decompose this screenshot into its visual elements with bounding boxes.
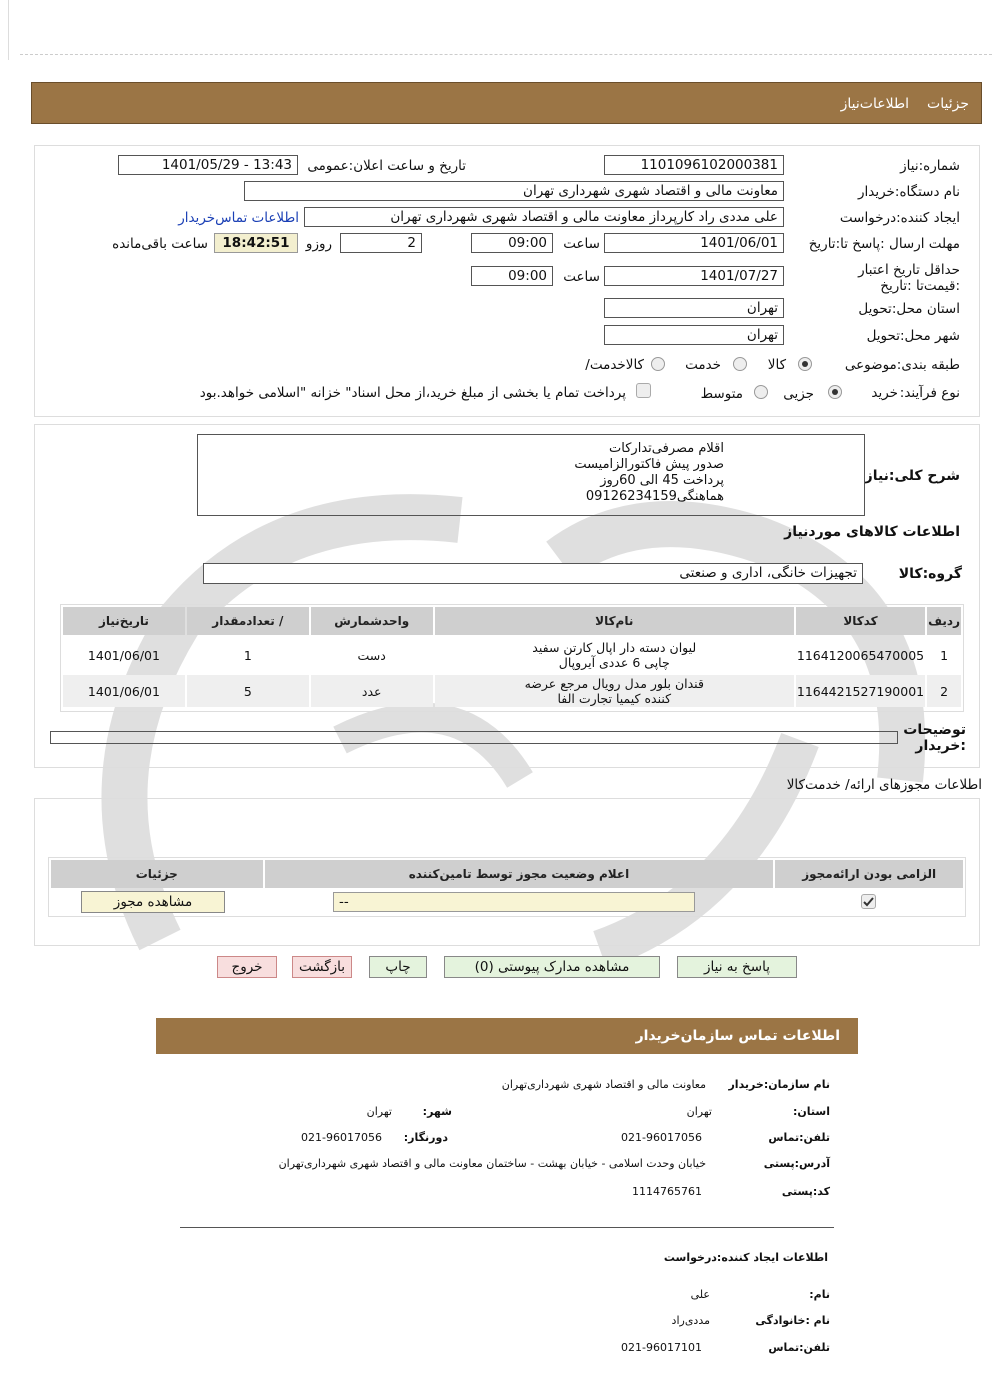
treasury-payment-text: پرداخت تمام یا بخشی از مبلغ خرید،از محل اسناد" خزانه "اسلامی خواهد.بود	[199, 385, 626, 401]
col-name: نام‌کالا	[435, 607, 794, 635]
province-label: استان محل:تحویل	[858, 301, 960, 317]
city-label: شهر محل:تحویل	[866, 328, 960, 344]
contact-fax-value: 021-96017056	[301, 1131, 382, 1144]
contact-province-label: استان:	[793, 1105, 830, 1118]
description-box	[197, 434, 865, 516]
goods-group-label: گروه:کالا	[898, 566, 962, 582]
category-goods-service-radio[interactable]	[651, 357, 665, 371]
category-goods-service-text: کالاخدمت/	[585, 357, 644, 373]
need-number-field: 1101096102000381	[604, 155, 784, 175]
table-row[interactable]	[63, 637, 961, 673]
deadline-label: مهلت ارسال :پاسخ تا:تاریخ	[808, 236, 960, 252]
contact-fax-label: دورنگار:	[403, 1131, 448, 1144]
contact-header-bar	[156, 1018, 858, 1054]
reply-button[interactable]: پاسخ به نیاز	[677, 956, 797, 978]
goods-group-field: تجهیزات خانگی، اداری و صنعتی	[203, 563, 863, 584]
buyer-contact-link[interactable]: اطلاعات تماس‌خریدار	[178, 210, 299, 226]
validity-date-field: 1401/07/27	[604, 266, 784, 286]
contact-org-label: نام سازمان:خریدار	[728, 1078, 830, 1091]
cell-name-line: چاپی 6 عددی آیروپال	[558, 655, 670, 670]
buyer-org-field: معاونت مالی و اقتصاد شهری شهرداری تهران	[244, 181, 784, 201]
announce-field: 1401/05/29 - 13:43	[118, 155, 298, 175]
col-row: ردیف	[927, 607, 961, 635]
deadline-time-field: 09:00	[471, 233, 553, 253]
category-goods-radio[interactable]	[798, 357, 812, 371]
validity-label: حداقل تاریخ اعتبار :قیمت‌تا :تاریخ	[858, 262, 960, 294]
process-medium-text: متوسط	[700, 386, 743, 402]
buyer-notes-label: توضیحات :خریدار	[903, 722, 966, 754]
col-unit: واحدشمارش	[311, 607, 433, 635]
cell-unit: دست	[357, 647, 386, 663]
contact-address-label: آدرس:پستی	[763, 1157, 830, 1170]
cell-name-line: لیوان دسته دار اپال کارتن سفید	[532, 640, 697, 655]
permit-status-field: --	[333, 892, 695, 912]
creator-phone-label: تلفن:تماس	[768, 1341, 830, 1354]
contact-city-label: شهر:	[422, 1105, 452, 1118]
treasury-payment-checkbox[interactable]	[636, 383, 651, 398]
process-medium-radio[interactable]	[754, 385, 768, 399]
creator-label: ایجاد کننده:درخواست	[839, 210, 960, 226]
view-permit-button[interactable]: مشاهده مجوز	[81, 891, 225, 913]
city-field: تهران	[604, 325, 784, 345]
tab-details[interactable]: جزئیات	[927, 96, 969, 112]
announce-label: تاریخ و ساعت اعلان:عمومی	[307, 158, 466, 174]
cell-code: 1164120065470005	[796, 647, 925, 663]
contact-phone-value: 021-96017056	[621, 1131, 702, 1144]
days-field: 2	[340, 233, 422, 253]
process-partial-text: جزیی	[783, 386, 814, 402]
col-permit-details: جزئیات	[51, 860, 263, 888]
contact-org-value: معاونت مالی و اقتصاد شهری شهرداری‌تهران	[501, 1078, 706, 1091]
page-edge-line	[8, 0, 9, 60]
creator-last-name-label: نام :خانوادگی	[755, 1314, 830, 1327]
permits-table-header	[51, 860, 963, 888]
contact-phone-label: تلفن:تماس	[768, 1131, 830, 1144]
cell-name-line: قندان بلور مدل رویال مرجع عرضه	[524, 676, 704, 691]
contact-divider	[180, 1227, 834, 1228]
cell-qty: 5	[243, 683, 252, 699]
description-line: پرداخت 45 الی 60روز	[600, 473, 724, 488]
tab-need-info[interactable]: اطلاعات‌نیاز	[840, 96, 909, 112]
goods-table-frame	[60, 604, 964, 712]
buyer-notes-field	[50, 731, 898, 744]
creator-info-title: اطلاعات ایجاد کننده:درخواست	[663, 1251, 828, 1264]
category-service-radio[interactable]	[733, 357, 747, 371]
creator-first-name-label: نام:	[809, 1288, 830, 1301]
description-line: صدور پیش فاکتورالزامیست	[574, 457, 724, 472]
remaining-time-field: 18:42:51	[214, 233, 298, 253]
validity-time-field: 09:00	[471, 266, 553, 286]
contact-address-value: خیابان وحدت اسلامی - خیابان بهشت - ساختمان معاونت مالی و اقتصاد شهری شهرداری‌تهران	[278, 1157, 706, 1170]
process-buy-text: خرید	[871, 385, 898, 401]
page-header-bar	[31, 82, 982, 124]
cell-name	[435, 675, 794, 707]
creator-last-name-value: مددی‌راد	[671, 1314, 710, 1327]
permit-required-checkbox	[861, 894, 876, 909]
need-number-label: شماره:نیاز	[900, 158, 960, 174]
col-permit-status: اعلام وضعیت مجوز توسط تامین‌کننده	[265, 860, 774, 888]
col-date: تاریخ‌نیاز	[63, 607, 185, 635]
buyer-org-label: نام دستگاه:خریدار	[857, 184, 960, 200]
deadline-time-label: ساعت	[563, 236, 600, 252]
permits-title: اطلاعات مجوزهای ارائه/ خدمت‌کالا	[786, 777, 982, 793]
cell-row: 1	[940, 647, 949, 663]
cell-row: 2	[940, 683, 949, 699]
cell-qty: 1	[243, 647, 252, 663]
description-line: هماهنگی09126234159	[585, 489, 724, 504]
table-row[interactable]	[63, 675, 961, 707]
attachments-button[interactable]: مشاهده مدارک پیوستی (0)	[444, 956, 660, 978]
cell-name-line: کننده کیمیا تجارت الفا	[557, 691, 672, 706]
permits-table	[49, 858, 965, 890]
deadline-date-field: 1401/06/01	[604, 233, 784, 253]
contact-city-value: تهران	[366, 1105, 392, 1118]
goods-section-title: اطلاعات کالاهای موردنیاز	[784, 524, 960, 540]
back-button[interactable]: بازگشت	[292, 956, 352, 978]
cell-unit: عدد	[361, 683, 382, 699]
goods-table-header	[63, 607, 961, 635]
top-dashed-divider	[20, 54, 992, 55]
exit-button[interactable]: خروج	[217, 956, 277, 978]
creator-field: علی مددی راد کارپرداز معاونت مالی و اقتصاد شهری شهرداری تهران	[304, 207, 784, 227]
cell-date: 1401/06/01	[87, 683, 160, 699]
process-label: نوع فرآیند:	[899, 385, 960, 401]
days-label: روزو	[305, 236, 332, 252]
contact-province-value: تهران	[686, 1105, 712, 1118]
description-line: اقلام مصرفی‌تدارکات	[609, 441, 724, 456]
description-label: شرح کلی:نیاز	[864, 468, 960, 484]
contact-postal-value: 1114765761	[632, 1185, 702, 1198]
process-partial-radio[interactable]	[828, 385, 842, 399]
col-code: کدکالا	[796, 607, 925, 635]
print-button[interactable]: چاپ	[369, 956, 427, 978]
goods-table	[61, 605, 963, 709]
category-goods-text: کالا	[767, 357, 786, 373]
cell-name	[435, 637, 794, 673]
col-permit-required: الزامی بودن ارائه‌مجوز	[775, 860, 963, 888]
col-qty: / تعدادمقدار	[187, 607, 309, 635]
category-label: طبقه بندی:موضوعی	[844, 357, 960, 373]
check-icon	[862, 895, 875, 908]
province-field: تهران	[604, 298, 784, 318]
validity-time-label: ساعت	[563, 269, 600, 285]
contact-postal-label: کد:پستی	[781, 1185, 830, 1198]
cell-date: 1401/06/01	[87, 647, 160, 663]
contact-title: اطلاعات تماس سازمان‌خریدار	[635, 1028, 840, 1044]
creator-first-name-value: علی	[690, 1288, 710, 1301]
remaining-time-label: ساعت باقی‌مانده	[112, 236, 208, 252]
creator-phone-value: 021-96017101	[621, 1341, 702, 1354]
cell-code: 1164421527190001	[796, 683, 925, 699]
category-service-text: خدمت	[685, 357, 721, 373]
